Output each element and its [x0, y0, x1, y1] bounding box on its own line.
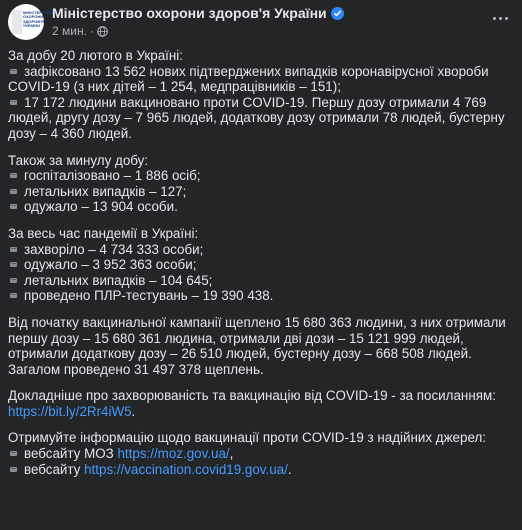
text-line: отримали додаткову дозу – 26 510 людей, бустерну дозу – 668 508 людей.	[8, 346, 472, 362]
text-line: дозу – 4 360 людей.	[8, 125, 132, 141]
previous-day-summary	[8, 153, 518, 215]
text-line: першу дозу – 15 680 361 людина, отримали дві дози – 15 121 999 людей,	[8, 330, 464, 346]
bullet-square-icon	[10, 467, 17, 472]
verified-badge-icon	[331, 7, 344, 20]
list-item: летальних випадків – 104 645;	[8, 273, 518, 289]
page-name[interactable]: Міністерство охорони здоров'я України	[52, 5, 327, 21]
post-meta: 2 мин. ·	[52, 24, 108, 38]
bullet-square-icon	[10, 204, 17, 209]
list-item: одужало – 3 952 363 особи;	[8, 257, 518, 273]
post-body	[8, 48, 518, 488]
list-item: госпіталізовано – 1 886 осіб;	[8, 168, 518, 184]
list-item: летальних випадків – 127;	[8, 184, 518, 200]
text-line: Від початку вакцинальної кампанії щеплено 15 680 363 людини, з них отримали	[8, 314, 506, 330]
bullet-square-icon	[10, 278, 17, 283]
page-avatar[interactable]	[8, 4, 54, 40]
list-item: одужало – 13 904 особи.	[8, 199, 518, 215]
moz-website-link[interactable]: https://moz.gov.ua/	[117, 446, 230, 462]
list-item: проведено ПЛР-тестувань – 19 390 438.	[8, 288, 518, 304]
vaccination-campaign-paragraph	[8, 315, 518, 377]
list-item: 17 172 людини вакциновано проти COVID-19. Першу дозу отримали 4 769	[8, 95, 518, 111]
pandemic-total-summary	[8, 226, 518, 304]
more-options-icon	[505, 17, 508, 20]
sources-paragraph	[8, 430, 518, 477]
more-options-button[interactable]	[488, 8, 512, 28]
bullet-square-icon	[10, 100, 17, 105]
avatar-logo-text: МІНІСТЕРСТВО ОХОРОНИ ЗДОРОВ'Я УКРАЇНИ	[23, 10, 54, 29]
list-item: захворіло – 4 734 333 особи;	[8, 242, 518, 258]
vaccination-website-link[interactable]: https://vaccination.covid19.gov.ua/	[84, 461, 288, 477]
list-item: зафіксовано 13 562 нових підтверджених випадків коронавірусної хвороби	[8, 64, 518, 80]
details-link[interactable]: https://bit.ly/2Rr4iW5	[8, 403, 132, 419]
list-item: вебсайту МОЗ https://moz.gov.ua/,	[8, 446, 518, 462]
daily-summary	[8, 48, 518, 142]
bullet-square-icon	[10, 247, 17, 252]
bullet-square-icon	[10, 173, 17, 178]
ministry-logo-icon	[12, 10, 22, 34]
paragraph-title: Також за минулу добу:	[8, 152, 149, 168]
text-line: https://bit.ly/2Rr4iW5.	[8, 403, 136, 419]
more-options-icon	[499, 17, 502, 20]
list-item: вебсайту https://vaccination.covid19.gov.ua/.	[8, 462, 518, 478]
paragraph-title: За весь час пандемії в Україні:	[8, 225, 199, 241]
post-timestamp[interactable]: 2 мин.	[52, 24, 87, 38]
bullet-square-icon	[10, 189, 17, 194]
bullet-square-icon	[10, 293, 17, 298]
text-line: COVID-19 (з них дітей – 1 254, медпрацівників – 151);	[8, 79, 341, 95]
text-line: людей, другу дозу – 7 965 людей, додаткову дозу отримали 78 людей, бустерну	[8, 110, 505, 126]
globe-icon[interactable]	[97, 26, 108, 37]
post-header	[8, 4, 514, 40]
bullet-square-icon	[10, 451, 17, 456]
bullet-square-icon	[10, 69, 17, 74]
page-name-link[interactable]	[52, 5, 344, 21]
bullet-square-icon	[10, 262, 17, 267]
paragraph-title: Отримуйте інформацію щодо вакцинації проти COVID-19 з надійних джерел:	[8, 430, 486, 446]
paragraph-title: За добу 20 лютого в Україні:	[8, 48, 183, 63]
text-line: Докладніше про захворюваність та вакцинацію від COVID-19 - за посиланням:	[8, 388, 496, 404]
more-options-icon	[493, 17, 496, 20]
text-line: Загалом проведено 31 497 378 щеплень.	[8, 361, 264, 377]
details-paragraph	[8, 388, 518, 419]
